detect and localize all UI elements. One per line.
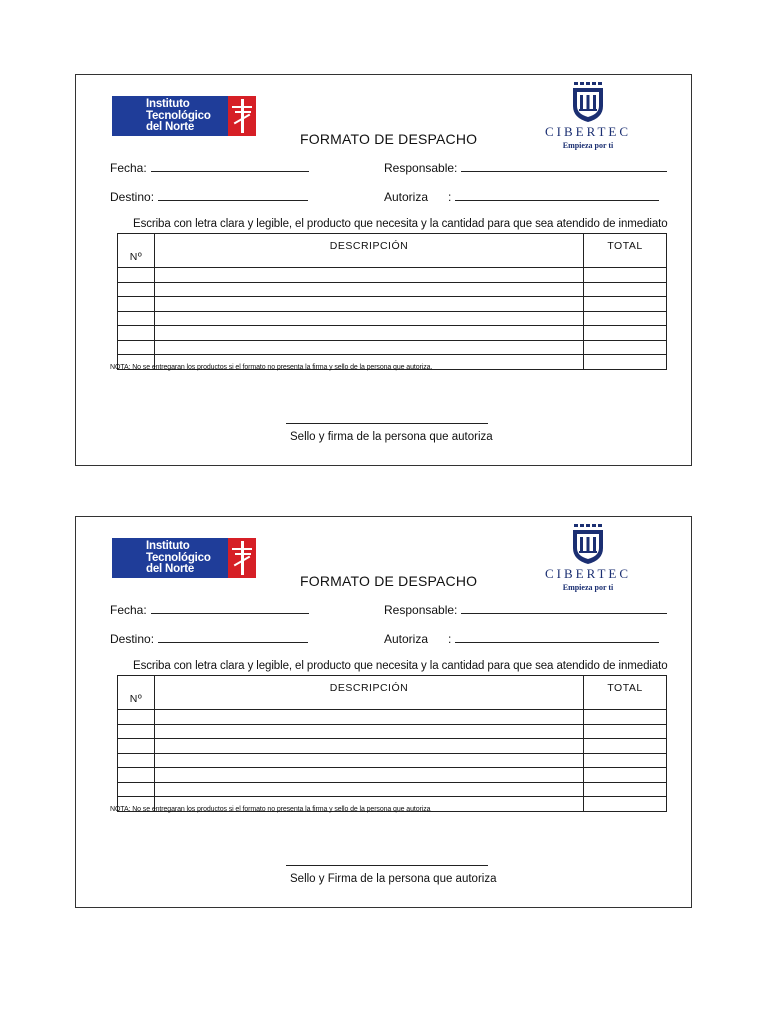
fecha-label: Fecha: bbox=[110, 603, 147, 617]
cell-total[interactable] bbox=[584, 297, 667, 312]
autoriza-colon: : bbox=[448, 190, 452, 204]
col-total-header: TOTAL bbox=[584, 676, 667, 710]
autoriza-field bbox=[384, 632, 659, 646]
table-row bbox=[118, 739, 667, 754]
cell-description[interactable] bbox=[155, 710, 584, 725]
cell-number[interactable] bbox=[118, 340, 155, 355]
autoriza-field bbox=[384, 190, 659, 204]
itn-emblem-icon bbox=[228, 96, 256, 136]
form-title: FORMATO DE DESPACHO bbox=[300, 573, 478, 589]
dispatch-form-1 bbox=[75, 74, 692, 466]
table-row bbox=[118, 326, 667, 341]
responsable-label: Responsable: bbox=[384, 603, 458, 617]
items-body bbox=[118, 710, 667, 812]
table-row bbox=[118, 782, 667, 797]
cell-number[interactable] bbox=[118, 753, 155, 768]
responsable-label: Responsable: bbox=[384, 161, 458, 175]
cibertec-shield-icon bbox=[570, 82, 606, 122]
table-row bbox=[118, 311, 667, 326]
cell-number[interactable] bbox=[118, 782, 155, 797]
instructions: Escriba con letra clara y legible, el producto que necesita y la cantidad para que sea atendido de inmediato bbox=[133, 218, 668, 230]
fecha-field bbox=[110, 603, 309, 617]
cell-number[interactable] bbox=[118, 311, 155, 326]
destino-blank[interactable] bbox=[158, 632, 308, 643]
cell-total[interactable] bbox=[584, 724, 667, 739]
cell-description[interactable] bbox=[155, 282, 584, 297]
cell-total[interactable] bbox=[584, 326, 667, 341]
autoriza-label: Autoriza bbox=[384, 190, 429, 204]
instituto-tecnologico-del-norte-logo bbox=[112, 538, 256, 578]
autoriza-blank[interactable] bbox=[455, 190, 659, 201]
nota-text: NOTA: No se entregaran los productos si el formato no presenta la firma y sello de la persona que autoriza. bbox=[110, 364, 433, 371]
cell-total[interactable] bbox=[584, 739, 667, 754]
logo-line-2: Tecnológico bbox=[146, 109, 211, 122]
cell-total[interactable] bbox=[584, 282, 667, 297]
destino-label: Destino: bbox=[110, 190, 155, 204]
cell-description[interactable] bbox=[155, 753, 584, 768]
table-row bbox=[118, 710, 667, 725]
cibertec-logo bbox=[538, 524, 638, 598]
col-number-header: Nº bbox=[118, 676, 155, 710]
col-description-header: DESCRIPCIÓN bbox=[155, 234, 584, 268]
items-table bbox=[117, 233, 667, 370]
cell-number[interactable] bbox=[118, 326, 155, 341]
cell-description[interactable] bbox=[155, 297, 584, 312]
cell-number[interactable] bbox=[118, 768, 155, 783]
responsable-blank[interactable] bbox=[461, 161, 667, 172]
table-row bbox=[118, 297, 667, 312]
responsable-field bbox=[384, 161, 667, 175]
cibertec-shield-icon bbox=[570, 524, 606, 564]
fecha-blank[interactable] bbox=[151, 603, 309, 614]
table-row bbox=[118, 268, 667, 283]
cell-description[interactable] bbox=[155, 724, 584, 739]
instructions: Escriba con letra clara y legible, el producto que necesita y la cantidad para que sea atendido de inmediato bbox=[133, 660, 668, 672]
cell-description[interactable] bbox=[155, 782, 584, 797]
signature-line[interactable] bbox=[286, 423, 488, 424]
fecha-blank[interactable] bbox=[151, 161, 309, 172]
form-title: FORMATO DE DESPACHO bbox=[300, 131, 478, 147]
items-body bbox=[118, 268, 667, 370]
cibertec-tagline: Empieza por ti bbox=[562, 583, 614, 592]
destino-blank[interactable] bbox=[158, 190, 308, 201]
cibertec-name: CIBERTEC bbox=[544, 124, 632, 139]
destino-label: Destino: bbox=[110, 632, 155, 646]
responsable-blank[interactable] bbox=[461, 603, 667, 614]
col-description-header: DESCRIPCIÓN bbox=[155, 676, 584, 710]
autoriza-label: Autoriza bbox=[384, 632, 429, 646]
table-row bbox=[118, 282, 667, 297]
dispatch-form-2 bbox=[75, 516, 692, 908]
table-row bbox=[118, 724, 667, 739]
logo-line-2: Tecnológico bbox=[146, 551, 211, 564]
table-header-row bbox=[118, 234, 667, 268]
table-row bbox=[118, 340, 667, 355]
table-row bbox=[118, 753, 667, 768]
col-total-header: TOTAL bbox=[584, 234, 667, 268]
signature-line[interactable] bbox=[286, 865, 488, 866]
col-number-header: Nº bbox=[118, 234, 155, 268]
cell-total[interactable] bbox=[584, 311, 667, 326]
signature-label: Sello y Firma de la persona que autoriza bbox=[290, 873, 497, 885]
destino-field bbox=[110, 632, 308, 646]
destino-field bbox=[110, 190, 308, 204]
fecha-label: Fecha: bbox=[110, 161, 147, 175]
cell-description[interactable] bbox=[155, 340, 584, 355]
cell-total[interactable] bbox=[584, 768, 667, 783]
cibertec-tagline: Empieza por ti bbox=[562, 141, 614, 150]
cell-number[interactable] bbox=[118, 724, 155, 739]
logo-line-1: Instituto bbox=[146, 98, 190, 110]
instituto-tecnologico-del-norte-logo bbox=[112, 96, 256, 136]
fecha-field bbox=[110, 161, 309, 175]
responsable-field bbox=[384, 603, 667, 617]
cell-number[interactable] bbox=[118, 282, 155, 297]
cell-description[interactable] bbox=[155, 326, 584, 341]
cell-number[interactable] bbox=[118, 297, 155, 312]
signature-label: Sello y firma de la persona que autoriza bbox=[290, 431, 493, 443]
itn-emblem-icon bbox=[228, 538, 256, 578]
cell-total[interactable] bbox=[584, 710, 667, 725]
nota-text: NOTA: No se entregaran los productos si el formato no presenta la firma y sello de la persona que autoriza bbox=[110, 806, 431, 813]
table-row bbox=[118, 768, 667, 783]
cell-number[interactable] bbox=[118, 268, 155, 283]
autoriza-colon: : bbox=[448, 632, 452, 646]
logo-line-1: Instituto bbox=[146, 540, 190, 552]
cell-total[interactable] bbox=[584, 782, 667, 797]
logo-line-3: del Norte bbox=[146, 563, 195, 575]
cell-total[interactable] bbox=[584, 355, 667, 370]
logo-line-3: del Norte bbox=[146, 121, 195, 133]
autoriza-blank[interactable] bbox=[455, 632, 659, 643]
cell-description[interactable] bbox=[155, 739, 584, 754]
cell-total[interactable] bbox=[584, 268, 667, 283]
cell-description[interactable] bbox=[155, 768, 584, 783]
cell-number[interactable] bbox=[118, 710, 155, 725]
cell-description[interactable] bbox=[155, 268, 584, 283]
cell-total[interactable] bbox=[584, 753, 667, 768]
cell-number[interactable] bbox=[118, 739, 155, 754]
cell-total[interactable] bbox=[584, 797, 667, 812]
cibertec-name: CIBERTEC bbox=[544, 566, 632, 581]
table-header-row bbox=[118, 676, 667, 710]
cibertec-logo bbox=[538, 82, 638, 156]
items-table bbox=[117, 675, 667, 812]
cell-total[interactable] bbox=[584, 340, 667, 355]
cell-description[interactable] bbox=[155, 311, 584, 326]
